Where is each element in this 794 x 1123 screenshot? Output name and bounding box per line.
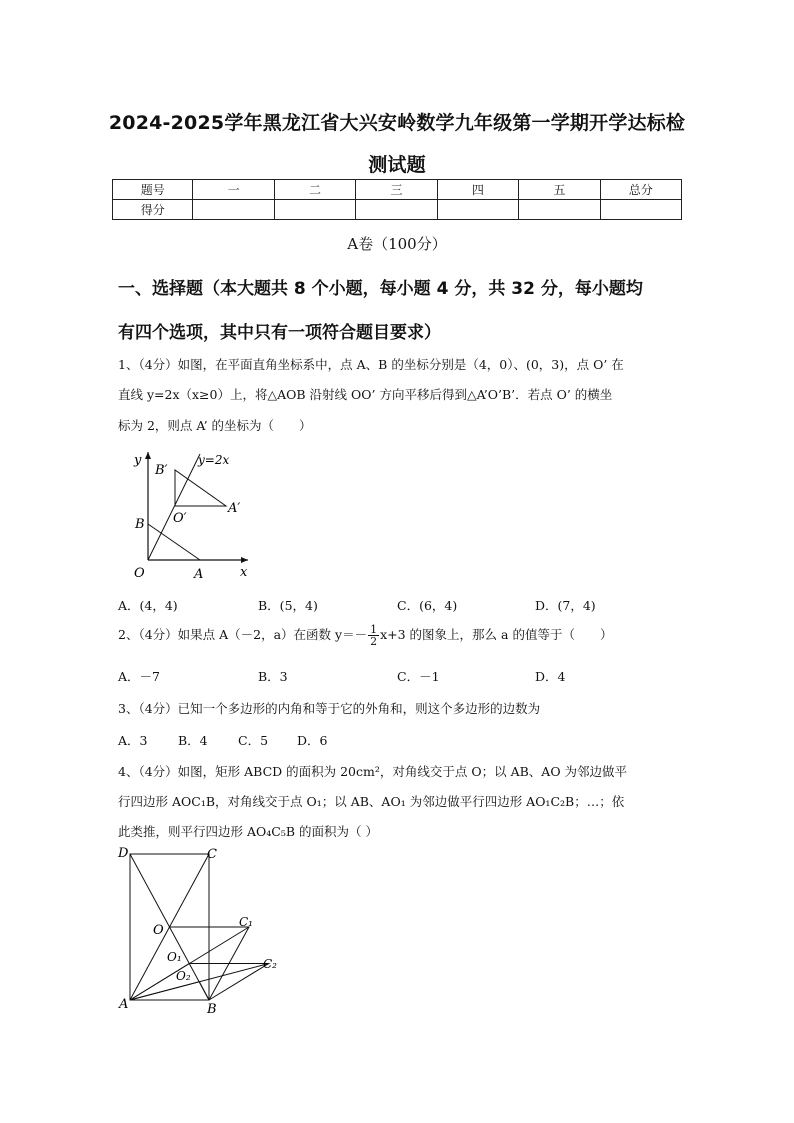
q1-label-b: B <box>135 517 145 532</box>
part1-heading-line-2: 有四个选项，其中只有一项符合题目要求） <box>118 323 441 343</box>
score-header-cell: 一 <box>193 180 274 200</box>
q2-option-b[interactable]: B．3 <box>258 669 288 684</box>
q2-option-c[interactable]: C．－1 <box>397 669 440 684</box>
q3-option-a[interactable]: A．3 <box>118 733 148 748</box>
q1-label-a: A <box>194 567 204 582</box>
q1-label-a-prime: A′ <box>228 501 241 516</box>
q4-figure <box>112 840 292 1020</box>
q3-line-1: 3、（4分）已知一个多边形的内角和等于它的外角和，则这个多边形的边数为 <box>118 701 541 716</box>
q1-option-a[interactable]: A．(4，4) <box>118 598 178 613</box>
score-header-cell: 五 <box>519 180 600 200</box>
q4-line-3: 此类推，则平行四边形 AO₄C₅B 的面积为（ ） <box>118 824 378 839</box>
q1-line-2: 直线 y=2x（x≥0）上，将△AOB 沿射线 OO’ 方向平移后得到△A’O’B’．若点 O’ 的横坐 <box>118 387 613 402</box>
q2-line <box>118 624 612 647</box>
score-header-cell: 二 <box>274 180 355 200</box>
q1-option-c[interactable]: C．(6，4) <box>397 598 458 613</box>
q2-fraction-denominator: 2 <box>370 635 378 648</box>
score-table-header-row <box>113 180 682 200</box>
q2-fraction <box>368 624 379 647</box>
score-row-label: 得分 <box>113 200 193 220</box>
q1-option-d[interactable]: D．(7，4) <box>535 598 596 613</box>
q2-option-d[interactable]: D．4 <box>535 669 566 684</box>
q4-label-c1: C₁ <box>239 915 253 929</box>
q2-option-a[interactable]: A．－7 <box>118 669 160 684</box>
score-table-score-row <box>113 200 682 220</box>
q4-segment-o2b <box>199 982 209 1000</box>
q4-label-o1: O₁ <box>167 950 182 964</box>
q2-prefix: 2、（4分）如果点 A（－2，a）在函数 y＝－ <box>118 627 368 642</box>
q1-label-x: x <box>240 565 248 580</box>
score-cell[interactable] <box>193 200 274 220</box>
q1-segment-ab <box>148 524 200 560</box>
q1-y-arrow-icon <box>145 452 151 459</box>
q4-label-o: O <box>153 923 164 938</box>
q4-segment-ao2 <box>130 982 199 1000</box>
q4-label-c: C <box>207 847 217 862</box>
q1-label-o: O <box>134 566 145 581</box>
score-cell[interactable] <box>600 200 681 220</box>
q4-label-a: A <box>119 997 129 1012</box>
score-cell[interactable] <box>437 200 518 220</box>
q4-label-o2: O₂ <box>176 969 191 983</box>
q3-option-c[interactable]: C．5 <box>238 733 269 748</box>
q1-line-3: 标为 2，则点 A’ 的坐标为（ ） <box>118 418 312 433</box>
score-cell[interactable] <box>356 200 437 220</box>
q1-label-b-prime: B′ <box>155 463 168 478</box>
q4-label-b: B <box>207 1002 217 1017</box>
q2-suffix: x+3 的图象上，那么 a 的值等于（ ） <box>380 627 613 642</box>
q1-line-1: 1、（4分）如图，在平面直角坐标系中，点 A、B 的坐标分别是（4，0）、(0，3)，点 O’ 在 <box>118 357 624 372</box>
title-line-2: 测试题 <box>368 154 426 176</box>
q4-line-1: 4、（4分）如图，矩形 ABCD 的面积为 20cm²，对角线交于点 O；以 AB、AO 为邻边做平 <box>118 764 628 779</box>
score-header-cell: 题号 <box>113 180 193 200</box>
q1-label-y: y <box>134 453 142 468</box>
q4-label-d: D <box>118 846 129 861</box>
q1-option-b[interactable]: B．(5，4) <box>258 598 318 613</box>
title-line-1: 2024-2025学年黑龙江省大兴安岭数学九年级第一学期开学达标检 <box>108 112 686 134</box>
q1-label-o-prime: O′ <box>173 511 187 526</box>
q4-label-c2: C₂ <box>263 957 277 971</box>
q3-option-d[interactable]: D．6 <box>297 733 328 748</box>
score-table <box>112 179 682 220</box>
score-header-cell: 三 <box>356 180 437 200</box>
score-cell[interactable] <box>519 200 600 220</box>
q1-x-arrow-icon <box>241 557 248 563</box>
q3-option-b[interactable]: B．4 <box>178 733 208 748</box>
section-a-heading: A卷（100分） <box>347 235 447 253</box>
q1-triangle-translated <box>175 470 226 506</box>
q4-line-2: 行四边形 AOC₁B，对角线交于点 O₁；以 AB、AO₁ 为邻边做平行四边形 AO₁C₂B；…；依 <box>118 794 625 809</box>
q1-figure <box>118 444 258 584</box>
part1-heading-line-1: 一、选择题（本大题共 8 个小题，每小题 4 分，共 32 分，每小题均 <box>118 279 643 299</box>
q1-label-line: y=2x <box>198 453 230 467</box>
score-header-cell: 总分 <box>600 180 681 200</box>
score-header-cell: 四 <box>437 180 518 200</box>
score-cell[interactable] <box>274 200 355 220</box>
q2-fraction-numerator: 1 <box>370 623 378 636</box>
